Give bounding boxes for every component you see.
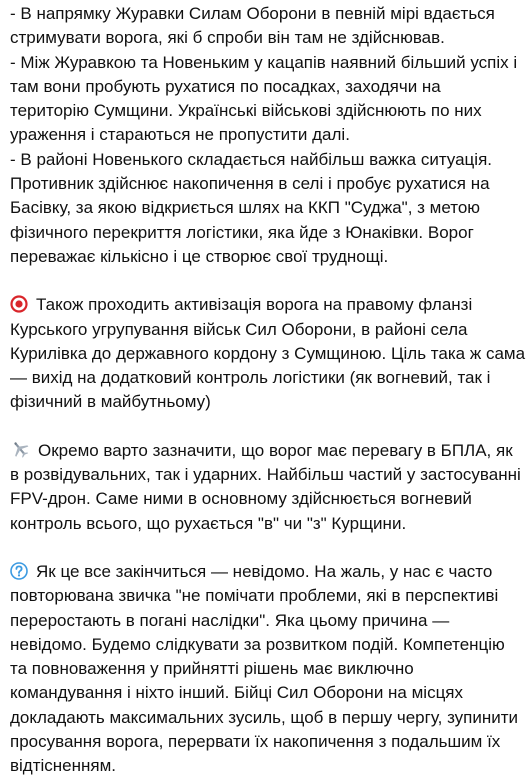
text-line: переважає кількісно і це створює свої труднощі. <box>10 246 389 266</box>
text-line: повторювана звичка "не помічати проблеми, які в перспективі <box>10 586 499 606</box>
paragraph-gap <box>10 415 519 439</box>
text-line: фізичного перекриття логістики, яка йде з Юнаківки. Ворог <box>10 222 474 242</box>
text-line: ураження і стараються не пропустити далі. <box>10 125 350 145</box>
target-icon <box>10 295 28 313</box>
text-line: Басівку, за якою відкриється шлях на ККП "Суджа", з метою <box>10 198 481 218</box>
text-line: переростають в погані наслідки". Яка цьому причина — <box>10 610 450 630</box>
airplane-icon <box>10 439 30 459</box>
text-line: відтісненням. <box>10 756 117 776</box>
text-line: стримувати ворога, які б спроби він там не здійснював. <box>10 28 445 48</box>
text-line: просування ворога, перервати їх накопичення з подальшим їх <box>10 732 501 752</box>
paragraph-gap <box>10 536 519 560</box>
text-line <box>10 560 519 584</box>
text-line: докладають максимальних зусиль, щоб в першу чергу, зупинити <box>10 707 519 727</box>
text-segment: Як це все закінчиться — невідомо. На жаль, у нас є часто <box>36 561 493 581</box>
text-line <box>10 293 519 317</box>
text-line: командування і ніхто інший. Бійці Сил Оборони на місцях <box>10 683 464 703</box>
text-line: — вихід на додатковий контроль логістики (як вогневий, так і <box>10 368 491 388</box>
text-line: територію Сумщини. Українські військові здійснюють по них <box>10 101 482 121</box>
paragraph-gap <box>10 269 519 293</box>
text-line: там вони пробують рухатися по посадках, заходячи на <box>10 76 441 96</box>
paragraph-right-flank <box>10 293 526 414</box>
text-line: - В напрямку Журавки Силам Оборони в певній мірі вдається <box>10 4 495 23</box>
paragraph-outlook <box>10 560 519 779</box>
text-line: - Між Журавкою та Новеньким у кацапів наявний більший успіх і <box>10 52 518 72</box>
text-line: - В районі Новенького складається найбільш важка ситуація. <box>10 149 493 169</box>
text-line: Противник здійснює накопичення в селі і пробує рухатися на <box>10 174 490 194</box>
text-line: Курилівка до державного кордону з Сумщиною. Ціль така ж сама <box>10 343 526 363</box>
text-line: невідомо. Будемо слідкувати за розвитком подій. Компетенцію <box>10 634 505 654</box>
text-line: контроль всього, що рухається "в" чи "з" Курщини. <box>10 513 407 533</box>
question-icon <box>10 562 28 580</box>
text-line: FPV-дрон. Саме ними в основному здійснюється вогневий <box>10 489 472 509</box>
text-segment: Окремо варто зазначити, що ворог має перевагу в БПЛА, як <box>38 440 513 460</box>
text-line: Курського угрупування військ Сил Оборони, в районі села <box>10 319 468 339</box>
text-line: фізичний в майбутньому) <box>10 392 211 412</box>
text-segment: Також проходить активізація ворога на правому фланзі <box>36 295 473 315</box>
text-line: та повноваження у прийнятті рішень має виключно <box>10 659 414 679</box>
paragraph-drones <box>10 439 519 536</box>
paragraph-frontline-situation <box>10 2 519 269</box>
text-line <box>10 439 519 463</box>
text-line: в розвідувальних, так і ударних. Найбільш частий у застосуванні <box>10 465 521 485</box>
